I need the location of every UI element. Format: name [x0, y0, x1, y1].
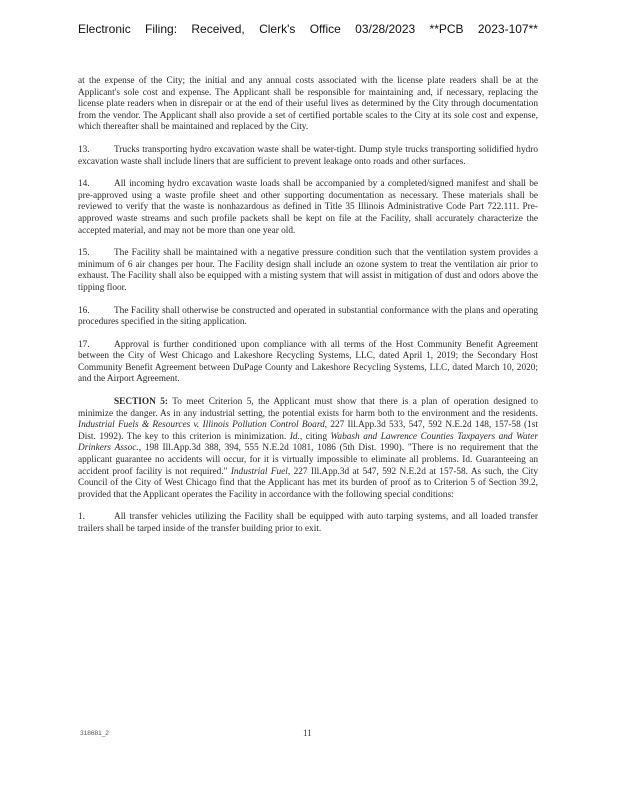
section-5-text: To meet Criterion 5, the Applicant must show that there is a plan of operation designed to minimize the danger. As in any industrial setting, the potential exists for harm both to the environment and the residents. [78, 397, 539, 419]
case-citation: Wabash and Lawrence Counties Taxpayers and Water Drinkers Assoc. [78, 431, 538, 454]
condition-number: 14. [78, 179, 90, 190]
condition-text: All incoming hydro excavation waste loads shall be accompanied by a completed/signed manifest and shall be pre-approved using a waste profile sheet and other supporting documentation as necessary. These materials shall be reviewed to verify that the waste is nonhazardous as defined in Title 35 Illinois Administrative Code Part 722.111. Pre-approved waste streams and such profile packets shall be kept on file at the Facility, shall accurately characterize the accepted material, and may not be more than one year old. [78, 179, 538, 236]
condition-number: 17. [78, 339, 90, 350]
condition-14 [78, 179, 538, 237]
section-5-text: , 227 Ill.App.3d 533, 547, 592 N.E.2d 148, 157-58 (1st Dist. 1992). The key to this criterion is minimization. [78, 420, 539, 442]
header-date: 03/28/2023 [355, 22, 416, 36]
section-5-heading: SECTION 5: [114, 397, 168, 408]
condition-17 [78, 340, 538, 386]
document-body [78, 76, 538, 547]
header-office: Office [309, 22, 341, 36]
document-id: 318681_2 [80, 730, 109, 737]
page-number: 11 [303, 728, 312, 738]
condition-text: Approval is further conditioned upon compliance with all terms of the Host Community Benefit Agreement between the City of West Chicago and Lakeshore Recycling Systems, LLC, dated April 1, 2019; the Secondary Host Community Benefit Agreement between DuPage County and Lakeshore Recycling Systems, LLC, dated March 10, 2020; and the Airport Agreement. [78, 339, 538, 385]
section-5-paragraph [78, 397, 538, 501]
header-number: 2023-107** [477, 22, 538, 36]
header-filing: Filing: [145, 22, 178, 36]
condition-16 [78, 306, 538, 329]
condition-text: All transfer vehicles utilizing the Facility shall be equipped with auto tarping systems, and all loaded transfer trailers shall be tarped inside of the transfer building prior to exit. [78, 512, 538, 534]
condition-15 [78, 248, 538, 294]
condition-text: The Facility shall be maintained with a negative pressure condition such that the ventilation system provides a minimum of 6 air changes per hour. The Facility design shall include an ozone system to treat the ventilation air prior to exhaust. The Facility shall also be equipped with a misting system that will assist in mitigation of dust and odors above the tipping floor. [78, 248, 538, 293]
condition-number: 15. [78, 248, 90, 259]
header-case: **PCB [429, 22, 464, 36]
condition-13 [78, 145, 538, 168]
condition-number: 1. [78, 512, 85, 523]
section-5-text: , citing [299, 431, 331, 442]
condition-number: 16. [78, 305, 90, 316]
section-5-text: , 198 Ill.App.3d 388, 394, 555 N.E.2d 1081, 1086 (5th Dist. 1990). "There is no requirement that the applicant guarantee no accidents will occur, for it is virtually impossible to eliminate all problems. Id. Guaranteeing an accident proof facility is not required." [78, 443, 538, 477]
case-citation: Id. [289, 431, 300, 442]
case-citation: Industrial Fuel [230, 466, 288, 477]
special-condition-1 [78, 512, 538, 535]
header-electronic: Electronic [78, 22, 131, 36]
header-clerk: Clerk's [259, 22, 296, 36]
condition-text: The Facility shall otherwise be constructed and operated in substantial conformance with the plans and operating procedures specified in the siting application. [78, 305, 538, 328]
paragraph-continuation: at the expense of the City; the initial and any annual costs associated with the license plate readers shall be at the Applicant's sole cost and expense. The Applicant shall be responsible for maintaining and, if necessary, replacing the license plate readers when in disrepair or at the end of their useful lives as determined by the City through documentation from the vendor. The Applicant shall also provide a set of certified portable scales to the City at its sole cost and expense, which thereafter shall be maintained and replaced by the City. [78, 76, 538, 133]
section-5-text: , 227 Ill.App.3d at 547, 592 N.E.2d at 157-58. As such, the City Council of the City of West Chicago find that the Applicant has met its burden of proof as to Criterion 5 of Section 39.2, provided that the Applicant operates the Facility in accordance with the following special conditions: [78, 466, 538, 500]
header-received: Received, [191, 22, 245, 36]
condition-number: 13. [78, 144, 90, 155]
condition-text: Trucks transporting hydro excavation waste shall be water-tight. Dump style trucks transporting solidified hydro excavation waste shall include liners that are sufficient to prevent leakage onto roads and other surfaces. [78, 144, 538, 167]
case-citation: Industrial Fuels & Resources v. Illinois Pollution Control Board [78, 420, 325, 431]
filing-stamp-header [78, 22, 538, 36]
